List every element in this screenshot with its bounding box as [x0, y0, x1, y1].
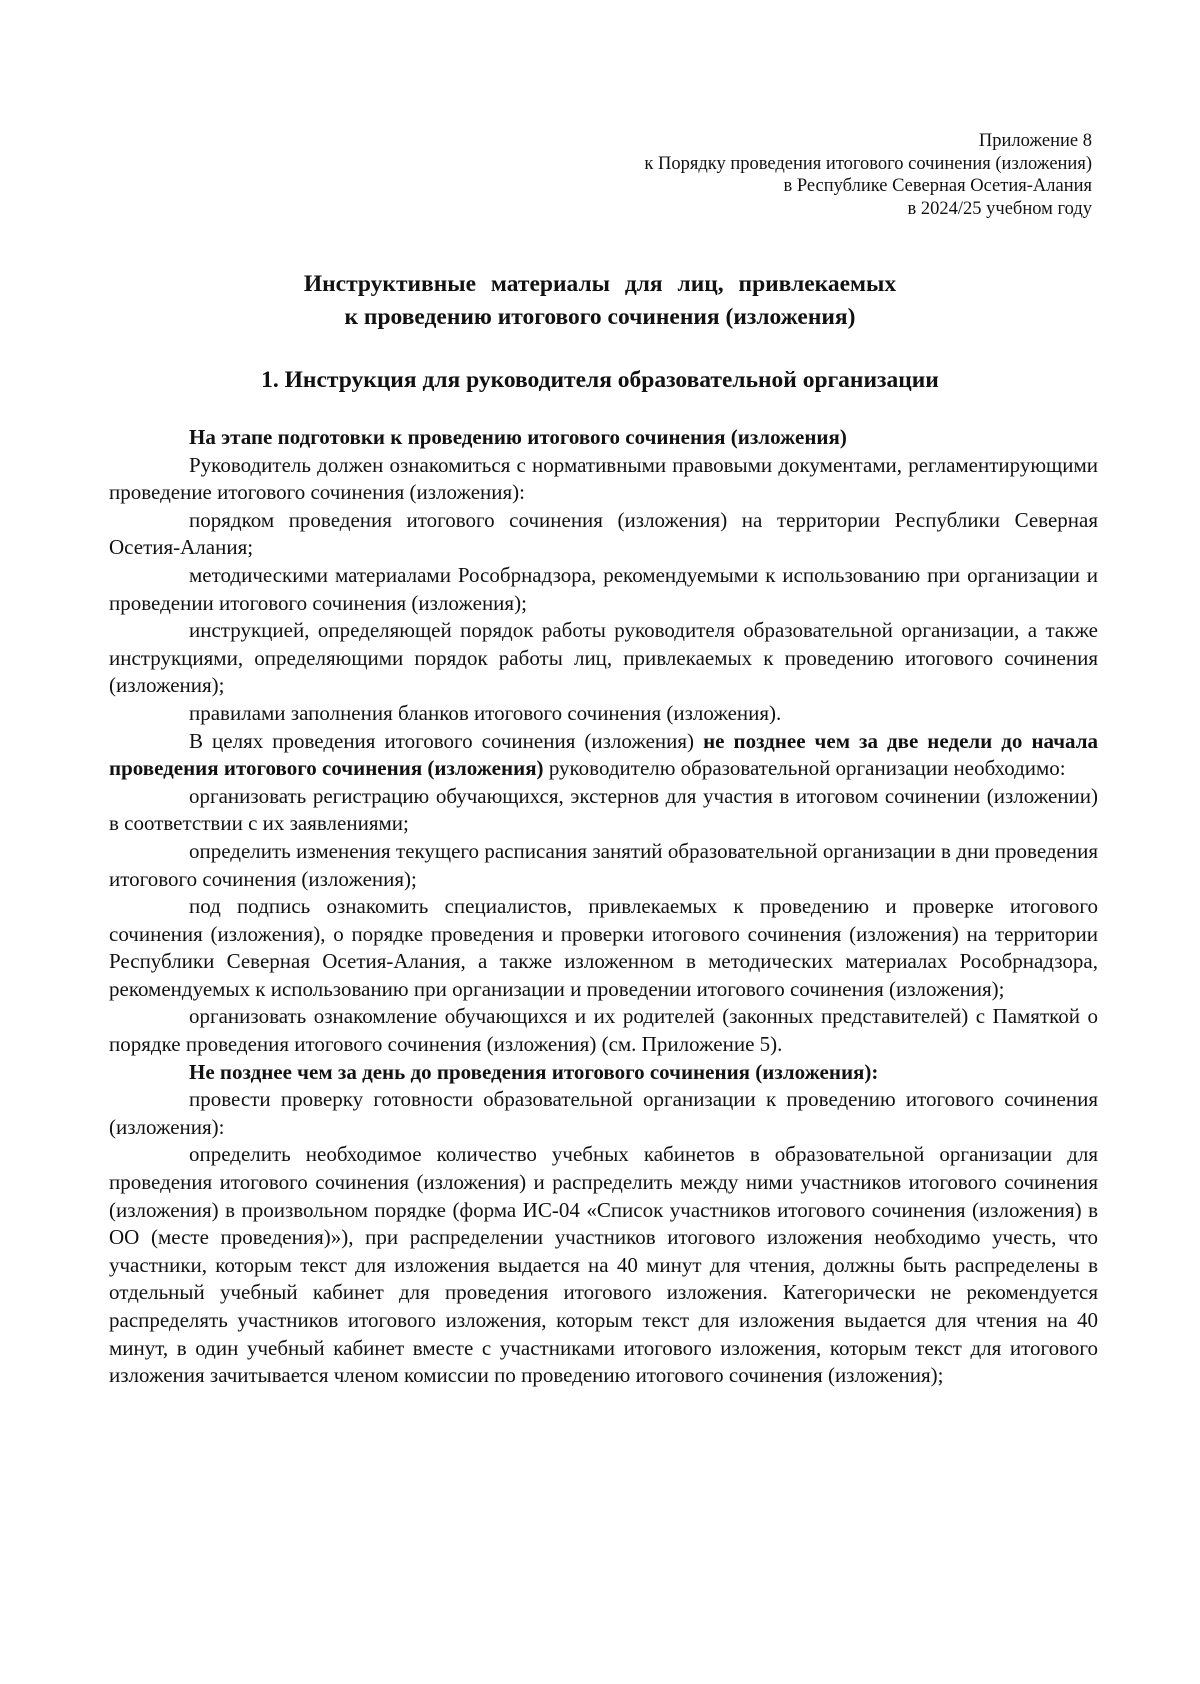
title-line-2: к проведению итогового сочинения (изложения)	[344, 304, 856, 330]
paragraph-deadline	[109, 728, 1098, 783]
paragraph: правилами заполнения бланков итогового сочинения (изложения).	[189, 700, 782, 725]
appendix-year: в 2024/25 учебном году	[907, 198, 1092, 219]
paragraph: провести проверку готовности образовательной организации к проведению итогового сочинения (изложения):	[109, 1087, 1098, 1139]
paragraph: порядком проведения итогового сочинения (изложения) на территории Республики Северная Осетия-Алания;	[109, 507, 1098, 560]
paragraph: Руководитель должен ознакомиться с нормативными правовыми документами, регламентирующими проведение итогового сочинения (изложения):	[109, 452, 1098, 505]
paragraph: инструкцией, определяющей порядок работы руководителя образовательной организации, а также инструкциями, определяющими порядок работы лиц, привлекаемых к проведению итогового сочинения (изложения);	[109, 618, 1098, 698]
appendix-number: Приложение 8	[978, 131, 1092, 151]
title-line-1: Инструктивные материалы для лиц, привлекаемых	[303, 271, 897, 297]
deadline-tail: руководителю образовательной организации необходимо:	[543, 756, 1066, 781]
subheading-day-before: Не позднее чем за день до проведения итогового сочинения (изложения):	[189, 1059, 879, 1084]
deadline-intro: В целях проведения итогового сочинения (изложения)	[189, 728, 704, 753]
paragraph: под подпись ознакомить специалистов, привлекаемых к проведению и проверке итогового сочинения (изложения), о порядке проведения и проверки итогового сочинения (изложения) на территории Республики Северная Осетия-Алания, а также изложенном в методических материалах Рособрнадзора, рекомендуемых к использованию при организации и проведении итогового сочинения (изложения);	[109, 894, 1098, 1001]
paragraph: определить изменения текущего расписания занятий образовательной организации в дни проведения итогового сочинения (изложения);	[109, 838, 1098, 891]
subheading-preparation: На этапе подготовки к проведению итогового сочинения (изложения)	[189, 425, 847, 449]
document-title	[0, 268, 1200, 334]
section-heading: 1. Инструкция для руководителя образовательной организации	[261, 367, 939, 393]
paragraph: методическими материалами Рособрнадзора, рекомендуемыми к использованию при организации и проведении итогового сочинения (изложения);	[109, 562, 1098, 615]
appendix-header	[644, 130, 1092, 220]
paragraph: организовать регистрацию обучающихся, экстернов для участия в итоговом сочинении (изложении) в соответствии с их заявлениями;	[109, 783, 1098, 836]
document-body	[109, 424, 1098, 1390]
paragraph: организовать ознакомление обучающихся и их родителей (законных представителей) с Памяткой о порядке проведения итогового сочинения (изложения) (см. Приложение 5).	[109, 1004, 1098, 1057]
paragraph: определить необходимое количество учебных кабинетов в образовательной организации для проведения итогового сочинения (изложения) и распределить между ними участников итогового сочинения (изложения) в произвольном порядке (форма ИС-04 «Список участников итогового сочинения (изложения) в ОО (месте проведения)»), при распределении участников итогового изложения необходимо учесть, что участники, которым текст для изложения выдается на 40 минут для чтения, должны быть распределены в отдельный учебный кабинет для проведения итогового изложения. Категорически не рекомендуется распределять участников итогового изложения, которым текст для изложения выдается для чтения на 40 минут, в один учебный кабинет вместе с участниками итогового изложения, которым текст для итогового изложения зачитывается членом комиссии по проведению итогового сочинения (изложения);	[109, 1142, 1098, 1388]
appendix-reference: к Порядку проведения итогового сочинения (изложения)	[644, 153, 1092, 174]
appendix-region: в Республике Северная Осетия-Алания	[783, 176, 1092, 196]
deadline-bold: не позднее чем за две недели до начала проведения итогового сочинения (изложения)	[109, 728, 1099, 781]
